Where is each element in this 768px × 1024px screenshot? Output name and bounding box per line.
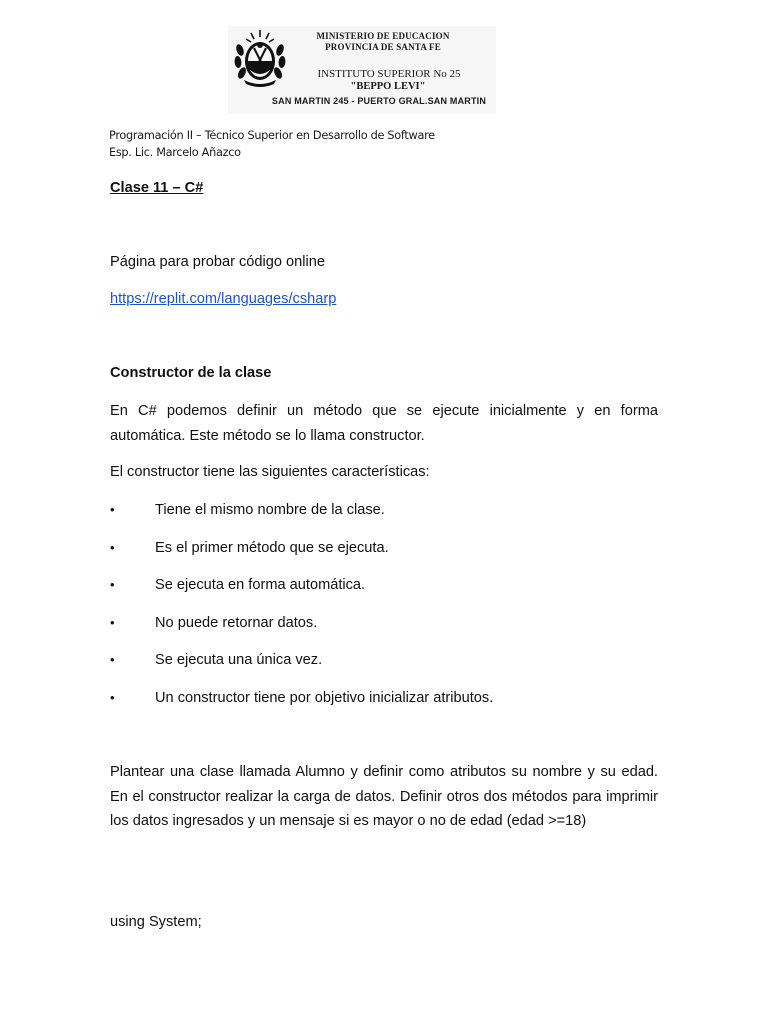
- bullet-icon: •: [110, 577, 115, 592]
- bullet-icon: •: [110, 689, 115, 705]
- institution-letterhead: [228, 26, 496, 114]
- intro-text: Página para probar código online: [110, 254, 326, 270]
- provincial-seal-icon: [232, 28, 288, 88]
- course-professor: Esp. Lic. Marcelo Añazco: [109, 146, 241, 159]
- list-item-text: Se ejecuta una única vez.: [155, 652, 323, 668]
- list-item-text: Tiene el mismo nombre de la clase.: [155, 502, 385, 518]
- bullet-icon: •: [110, 502, 115, 517]
- exercise-paragraph: Plantear una clase llamada Alumno y definir como atributos su nombre y su edad. En el constructor realizar la carga de datos. Definir otros dos métodos para imprimir los datos ingresados y un mensaje si es mayor o no de edad (edad >=18): [110, 764, 658, 829]
- list-item-text: Se ejecuta en forma automática.: [155, 577, 366, 593]
- course-title: Programación II – Técnico Superior en Desarrollo de Software: [109, 129, 435, 142]
- class-title: Clase 11 – C#: [110, 180, 204, 196]
- constructor-paragraph: En C# podemos definir un método que se ejecute inicialmente y en forma automática. Este método se lo llama constructor.: [110, 403, 658, 444]
- list-item: [110, 686, 670, 724]
- section-title: Constructor de la clase: [110, 365, 272, 381]
- list-item-text: Un constructor tiene por objetivo inicializar atributos.: [155, 689, 494, 706]
- letterhead-address: SAN MARTIN 245 - PUERTO GRAL.SAN MARTIN: [271, 96, 487, 106]
- replit-link[interactable]: https://replit.com/languages/csharp: [110, 291, 337, 307]
- letterhead-ministry: MINISTERIO DE EDUCACION: [316, 31, 450, 41]
- letterhead-institute: INSTITUTO SUPERIOR No 25: [317, 68, 461, 80]
- features-list: [110, 498, 670, 723]
- letterhead-institute-name: "BEPPO LEVI": [350, 81, 426, 92]
- letterhead-province: PROVINCIA DE SANTA FE: [325, 42, 441, 52]
- list-item: [110, 573, 670, 611]
- bullet-icon: •: [110, 652, 115, 667]
- bullet-icon: •: [110, 614, 115, 630]
- list-item: [110, 498, 670, 536]
- list-item: [110, 611, 670, 649]
- features-intro: El constructor tiene las siguientes características:: [110, 464, 430, 480]
- code-line: using System;: [110, 914, 202, 930]
- list-item-text: Es el primer método que se ejecuta.: [155, 539, 389, 556]
- bullet-icon: •: [110, 539, 115, 555]
- list-item: [110, 648, 670, 686]
- list-item-text: No puede retornar datos.: [155, 614, 318, 631]
- list-item: [110, 536, 670, 574]
